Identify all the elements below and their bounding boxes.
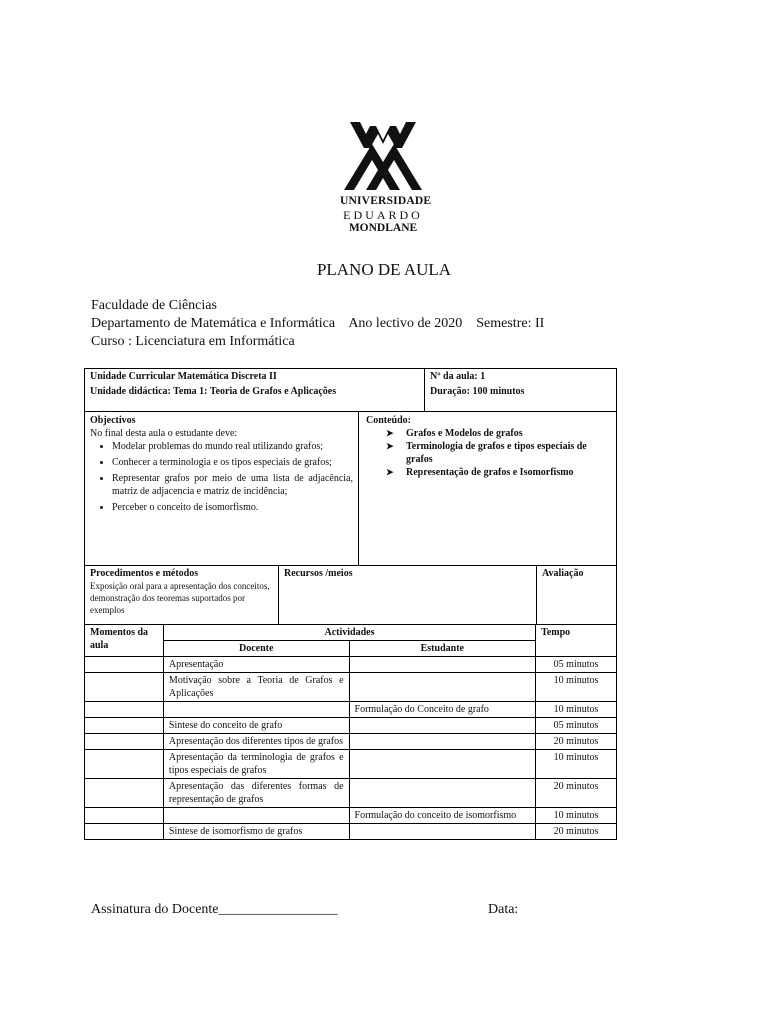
logo-line-3: MONDLANE <box>348 222 418 234</box>
unit-info-cell <box>84 368 425 412</box>
content-item: ➤ Terminologia de grafos e tipos especiais de grafos <box>382 440 611 466</box>
document-title: PLANO DE AULA <box>316 260 452 279</box>
content-cell <box>358 411 617 566</box>
tempo-cell: 10 minutos <box>536 673 617 702</box>
header-actividades: Actividades <box>163 625 535 641</box>
unidade-curricular: Unidade Curricular Matemática Discreta II <box>90 371 277 382</box>
activities-table <box>84 624 617 840</box>
docente-cell: Sintese de isomorfismo de grafos <box>163 824 349 840</box>
table-row <box>85 734 617 750</box>
table-row <box>85 702 617 718</box>
teacher-signature-line: Assinatura do Docente_________________ <box>91 902 338 917</box>
table-row <box>85 808 617 824</box>
docente-cell <box>163 808 349 824</box>
header-docente: Docente <box>163 641 349 657</box>
docente-cell: Apresentação <box>163 657 349 673</box>
estudante-cell <box>349 734 536 750</box>
objectives-intro: No final desta aula o estudante deve: <box>90 428 238 439</box>
table-row <box>85 750 617 779</box>
faculty-line: Faculdade de Ciências <box>91 298 217 313</box>
procedures-cell <box>84 565 279 625</box>
objective-item: • Perceber o conceito de isomorfismo. <box>112 501 353 514</box>
procedures-text: Exposição oral para a apresentação dos conceitos, demonstração dos teoremas suportados por exemplos <box>90 581 270 615</box>
logo-line-1: UNIVERSIDADE <box>340 195 432 207</box>
table-header-row <box>85 625 617 641</box>
evaluation-cell <box>536 565 617 625</box>
lesson-info-cell <box>424 368 617 412</box>
evaluation-heading: Avaliação <box>542 568 584 579</box>
university-logo <box>340 118 432 238</box>
content-item: ➤ Grafos e Modelos de grafos <box>382 427 611 440</box>
resources-heading: Recursos /meios <box>284 568 353 579</box>
tempo-cell: 20 minutos <box>536 779 617 808</box>
header-tempo: Tempo <box>536 625 617 657</box>
tempo-cell: 10 minutos <box>536 702 617 718</box>
tempo-cell: 05 minutos <box>536 657 617 673</box>
docente-cell: Apresentação dos diferentes tipos de grafos <box>163 734 349 750</box>
content-list <box>364 427 611 479</box>
objective-item: • Modelar problemas do mundo real utilizando grafos; <box>112 440 353 453</box>
table-row <box>85 824 617 840</box>
tempo-cell: 20 minutos <box>536 734 617 750</box>
table-row <box>85 673 617 702</box>
objective-item: • Conhecer a terminologia e os tipos especiais de grafos; <box>112 456 353 469</box>
lesson-number: Nº da aula: 1 <box>430 371 486 382</box>
docente-cell: Sintese do conceito de grafo <box>163 718 349 734</box>
objective-item: • Representar grafos por meio de uma lista de adjacência, matriz de adjacencia e matriz de incidência; <box>112 472 353 498</box>
tempo-cell: 10 minutos <box>536 750 617 779</box>
estudante-cell <box>349 673 536 702</box>
estudante-cell <box>349 657 536 673</box>
estudante-cell <box>349 718 536 734</box>
department-line: Departamento de Matemática e Informática Ano lectivo de 2020 Semestre: II <box>91 316 545 331</box>
estudante-cell <box>349 824 536 840</box>
docente-cell <box>163 702 349 718</box>
content-item: ➤ Representação de grafos e Isomorfismo <box>382 466 611 479</box>
tempo-cell: 10 minutos <box>536 808 617 824</box>
docente-cell: Apresentação da terminologia de grafos e tipos especiais de grafos <box>163 750 349 779</box>
date-label: Data: <box>488 902 519 917</box>
objectives-cell <box>84 411 359 566</box>
tempo-cell: 05 minutos <box>536 718 617 734</box>
tempo-cell: 20 minutos <box>536 824 617 840</box>
course-line: Curso : Licenciatura em Informática <box>91 334 295 349</box>
university-emblem-icon <box>342 118 424 192</box>
lesson-duration: Duração: 100 minutos <box>430 386 525 397</box>
header-estudante: Estudante <box>349 641 536 657</box>
logo-line-2: EDUARDO <box>343 208 423 222</box>
estudante-cell: Formulação do conceito de isomorfismo <box>349 808 536 824</box>
objectives-heading: Objectivos <box>90 415 136 426</box>
objectives-list <box>90 440 353 514</box>
table-row <box>85 718 617 734</box>
estudante-cell <box>349 750 536 779</box>
content-heading: Conteúdo: <box>366 415 412 426</box>
header-momentos: Momentos da aula <box>85 625 164 657</box>
table-row <box>85 657 617 673</box>
estudante-cell <box>349 779 536 808</box>
docente-cell: Apresentação das diferentes formas de representação de grafos <box>163 779 349 808</box>
procedures-heading: Procedimentos e métodos <box>90 568 199 579</box>
table-row <box>85 779 617 808</box>
docente-cell: Motivação sobre a Teoria de Grafos e Aplicações <box>163 673 349 702</box>
resources-cell <box>278 565 537 625</box>
estudante-cell: Formulação do Conceito de grafo <box>349 702 536 718</box>
unidade-didactica: Unidade didáctica: Tema 1: Teoria de Grafos e Aplicações <box>90 386 337 397</box>
